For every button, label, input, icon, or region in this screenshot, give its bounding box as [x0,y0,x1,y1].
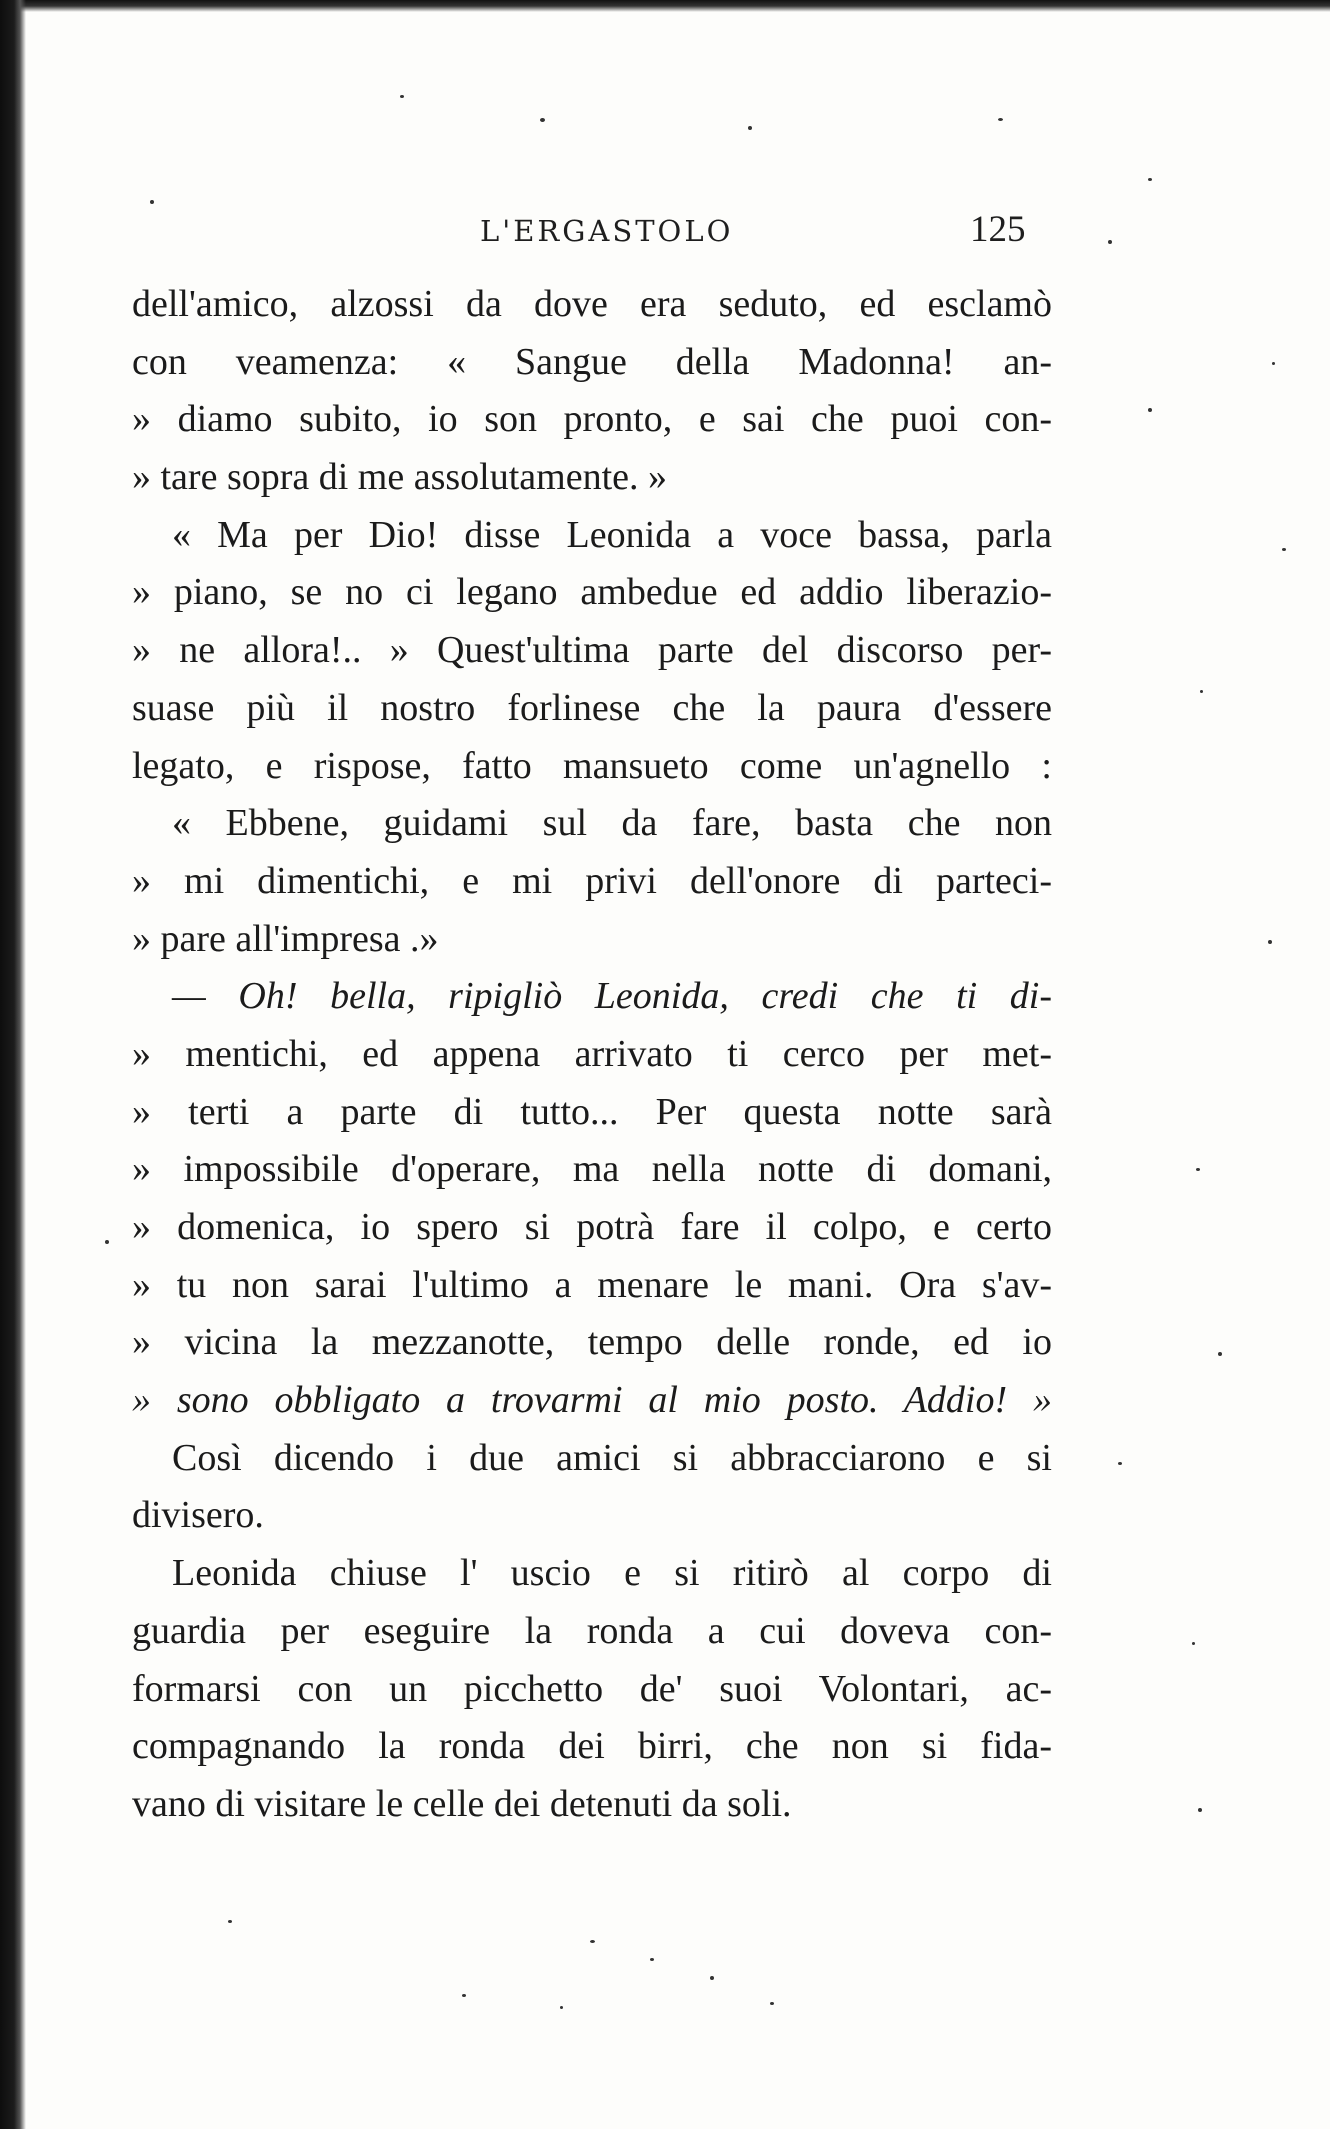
text-line: formarsi con un picchetto de' suoi Volontari, ac- [132,1667,1052,1710]
scan-speck [1282,548,1286,551]
text-line: » domenica, io spero si potrà fare il colpo, e certo [132,1206,1052,1248]
text-line: Leonida chiuse l' uscio e si ritirò al corpo di [172,1552,1052,1595]
scan-speck [1148,408,1152,412]
body-text [132,276,1052,1834]
text-line: legato, e rispose, fatto mansueto come un'agnello : [132,744,1052,787]
text-line: « Ma per Dio! disse Leonida a voce bassa, parla [172,513,1052,556]
text-line: Così dicendo i due amici si abbracciarono e si [172,1436,1052,1479]
page-binding-edge [0,0,26,2129]
scan-speck [1148,178,1152,181]
scan-speck [1200,690,1203,693]
text-line: » piano, se no ci legano ambedue ed addio liberazio- [132,571,1052,614]
scan-speck [560,2006,563,2009]
scan-speck [150,200,154,204]
scan-speck [1108,240,1112,244]
scan-speck [998,118,1003,121]
text-line: compagnando la ronda dei birri, che non si fida- [132,1725,1052,1768]
page-top-edge [0,0,1330,12]
text-line: » diamo subito, io son pronto, e sai che puoi con- [132,398,1052,441]
text-line: vano di visitare le celle dei detenuti da soli. [132,1782,792,1825]
scan-speck [1198,1808,1202,1812]
text-line: guardia per eseguire la ronda a cui doveva con- [132,1609,1052,1652]
text-line: dell'amico, alzossi da dove era seduto, ed esclamò [132,283,1052,325]
page-number: 125 [970,209,1026,250]
scan-speck [1196,1168,1200,1171]
text-line: » tu non sarai l'ultimo a menare le mani. Ora s'av- [132,1263,1052,1306]
scan-speck [105,1240,109,1244]
scan-speck [650,1958,654,1961]
running-title: L'ERGASTOLO [480,214,734,248]
scan-speck [1218,1352,1222,1356]
text-line: « Ebbene, guidami sul da fare, basta che non [172,802,1052,845]
text-line: » terti a parte di tutto... Per questa notte sarà [132,1090,1052,1133]
text-line: » pare all'impresa .» [132,917,439,960]
text-line: » vicina la mezzanotte, tempo delle ronde, ed io [132,1321,1052,1364]
text-line: con veamenza: « Sangue della Madonna! an- [132,340,1052,383]
text-line: » mentichi, ed appena arrivato ti cerco per met- [132,1032,1052,1075]
text-line: suase più il nostro forlinese che la paura d'essere [132,686,1052,729]
scan-speck [462,1994,466,1997]
text-line: » ne allora!.. » Quest'ultima parte del discorso per- [132,629,1052,672]
text-line: » impossibile d'operare, ma nella notte di domani, [132,1148,1052,1191]
scan-speck [590,1940,595,1943]
scan-speck [1272,362,1275,365]
text-line: » tare sopra di me assolutamente. » [132,456,668,499]
scan-speck [1268,940,1272,944]
scan-speck [748,126,752,130]
scan-speck [400,95,404,98]
text-line: — Oh! bella, ripigliò Leonida, credi che ti di- [172,975,1052,1018]
scan-speck [710,1976,714,1980]
scan-speck [1118,1462,1122,1465]
scan-speck [540,118,545,122]
scan-speck [1192,1642,1195,1645]
scan-speck [770,2002,774,2005]
text-line: divisero. [132,1494,264,1537]
text-line: » sono obbligato a trovarmi al mio posto. Addio! » [132,1379,1052,1422]
text-line: » mi dimentichi, e mi privi dell'onore di parteci- [132,859,1052,902]
scan-speck [228,1920,232,1923]
page-header [135,208,1035,258]
